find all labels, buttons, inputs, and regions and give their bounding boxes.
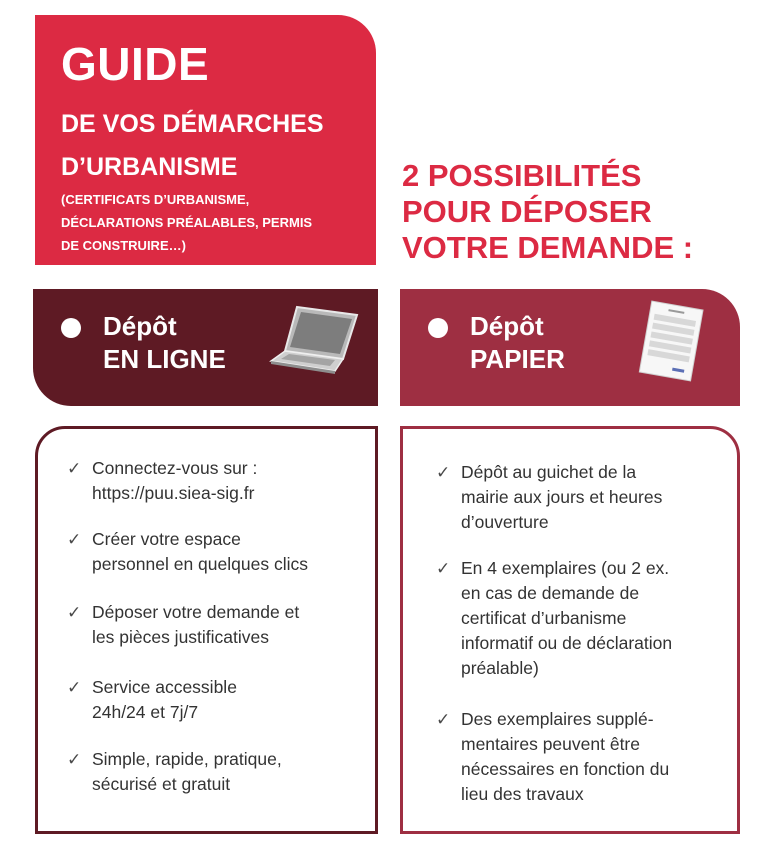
guide-note-line: DÉCLARATIONS PRÉALABLES, PERMIS	[61, 215, 313, 230]
laptop-icon	[265, 301, 361, 379]
paper-deposit-card	[400, 426, 740, 834]
list-item-line: préalable)	[461, 658, 539, 678]
list-item	[67, 675, 237, 725]
check-icon: ✓	[436, 710, 451, 729]
list-item-line: Simple, rapide, pratique,	[92, 749, 282, 769]
list-item-line: sécurisé et gratuit	[92, 774, 231, 794]
online-title-line: Dépôt	[103, 311, 177, 341]
guide-note-line: (CERTIFICATS D’URBANISME,	[61, 192, 250, 207]
list-item-line: mentaires peuvent être	[461, 734, 640, 754]
list-item-line: lieu des travaux	[461, 784, 584, 804]
list-item-line: 24h/24 et 7j/7	[92, 702, 199, 722]
guide-title: GUIDE	[61, 38, 210, 90]
paper-deposit-title	[470, 310, 565, 376]
guide-title-box	[35, 15, 376, 265]
list-item-line: informatif ou de déclaration	[461, 633, 673, 653]
headline-line: POUR DÉPOSER	[402, 194, 652, 229]
bullet-icon	[61, 318, 81, 338]
list-item	[436, 460, 663, 535]
check-icon: ✓	[436, 463, 451, 482]
list-item-line: Des exemplaires supplé-	[461, 709, 654, 729]
guide-subtitle-line: DE VOS DÉMARCHES	[61, 110, 324, 138]
list-item-line: Dépôt au guichet de la	[461, 462, 637, 482]
list-item-line: Connectez-vous sur :	[92, 458, 258, 478]
list-item-line: https://puu.siea-sig.fr	[92, 483, 255, 503]
guide-subtitle	[61, 103, 324, 189]
list-item-line: en cas de demande de	[461, 583, 640, 603]
list-item-line: certificat d’urbanisme	[461, 608, 627, 628]
guide-subtitle-line: D’URBANISME	[61, 153, 238, 181]
list-item	[67, 456, 258, 506]
list-item-line: personnel en quelques clics	[92, 554, 308, 574]
list-item	[67, 600, 300, 650]
list-item-line: les pièces justificatives	[92, 627, 270, 647]
list-item-line: d’ouverture	[461, 512, 549, 532]
online-deposit-title	[103, 310, 226, 376]
list-item	[436, 707, 670, 807]
headline	[402, 158, 693, 266]
guide-note	[61, 188, 312, 257]
list-item-line: En 4 exemplaires (ou 2 ex.	[461, 558, 670, 578]
check-icon: ✓	[67, 750, 82, 769]
list-item-line: Service accessible	[92, 677, 237, 697]
online-deposit-header	[33, 289, 378, 406]
headline-line: VOTRE DEMANDE :	[402, 230, 694, 265]
headline-line: 2 POSSIBILITÉS	[402, 158, 642, 193]
list-item-line: nécessaires en fonction du	[461, 759, 670, 779]
guide-note-line: DE CONSTRUIRE…)	[61, 238, 186, 253]
check-icon: ✓	[67, 678, 82, 697]
list-item	[436, 556, 673, 681]
bullet-icon	[428, 318, 448, 338]
paper-title-line: PAPIER	[470, 344, 565, 374]
list-item	[67, 527, 308, 577]
check-icon: ✓	[436, 559, 451, 578]
paper-form-icon	[633, 299, 709, 385]
paper-title-line: Dépôt	[470, 311, 544, 341]
paper-deposit-header	[400, 289, 740, 406]
check-icon: ✓	[67, 459, 82, 478]
list-item	[67, 747, 282, 797]
list-item-line: Créer votre espace	[92, 529, 241, 549]
list-item-line: mairie aux jours et heures	[461, 487, 663, 507]
online-deposit-card	[35, 426, 378, 834]
check-icon: ✓	[67, 530, 82, 549]
list-item-line: Déposer votre demande et	[92, 602, 300, 622]
online-title-line: EN LIGNE	[103, 344, 226, 374]
check-icon: ✓	[67, 603, 82, 622]
